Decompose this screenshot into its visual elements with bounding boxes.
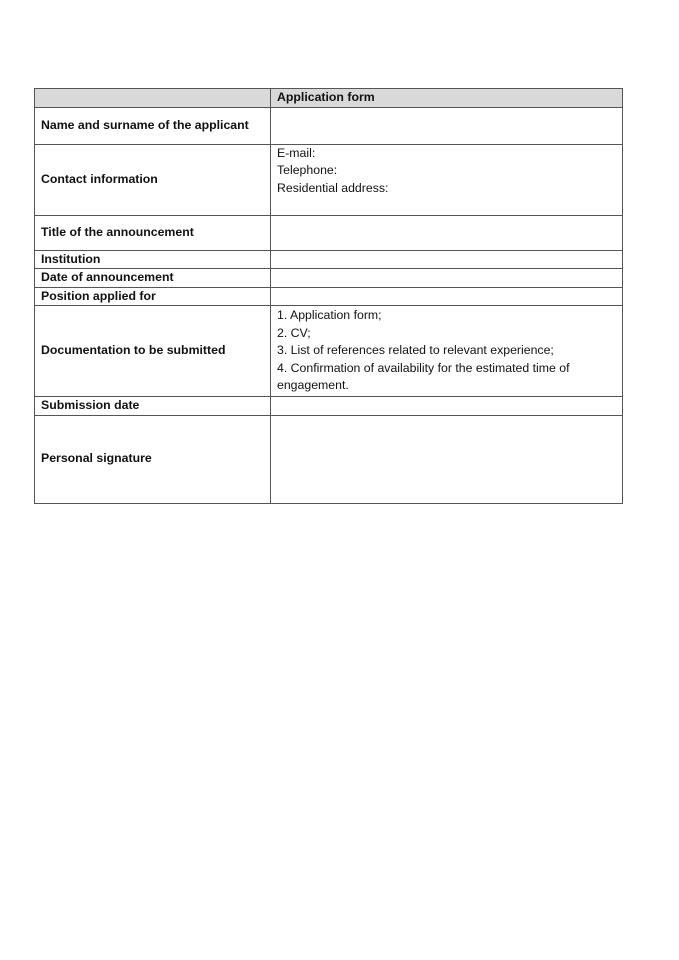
announcement-title-field[interactable] [271, 215, 623, 250]
table-row [35, 107, 623, 144]
row-label: Submission date [35, 397, 271, 416]
documentation-list [271, 306, 623, 397]
row-label: Contact information [35, 144, 271, 215]
table-row [35, 397, 623, 416]
email-label: E-mail: [277, 145, 316, 160]
table-row [35, 269, 623, 288]
table-row [35, 306, 623, 397]
row-label: Personal signature [35, 415, 271, 503]
signature-field[interactable] [271, 415, 623, 503]
doc-item: 2. CV; [277, 325, 311, 340]
header-blank-cell [35, 89, 271, 108]
table-row [35, 415, 623, 503]
table-row [35, 287, 623, 306]
row-label: Title of the announcement [35, 215, 271, 250]
name-field[interactable] [271, 107, 623, 144]
row-label: Name and surname of the applicant [35, 107, 271, 144]
table-row [35, 144, 623, 215]
institution-field[interactable] [271, 250, 623, 269]
header-row [35, 89, 623, 108]
row-label: Position applied for [35, 287, 271, 306]
form-title: Application form [271, 89, 623, 108]
contact-field[interactable] [271, 144, 623, 215]
table-row [35, 215, 623, 250]
application-form-table [34, 88, 623, 504]
position-field[interactable] [271, 287, 623, 306]
row-label: Documentation to be submitted [35, 306, 271, 397]
doc-item: 4. Confirmation of availability for the estimated time of engagement. [277, 360, 570, 393]
row-label: Date of announcement [35, 269, 271, 288]
telephone-label: Telephone: [277, 163, 338, 177]
doc-item: 1. Application form; [277, 308, 382, 323]
doc-item: 3. List of references related to relevant experience; [277, 343, 554, 358]
announcement-date-field[interactable] [271, 269, 623, 288]
submission-date-field[interactable] [271, 397, 623, 416]
row-label: Institution [35, 250, 271, 269]
table-row [35, 250, 623, 269]
address-label: Residential address: [277, 180, 389, 195]
